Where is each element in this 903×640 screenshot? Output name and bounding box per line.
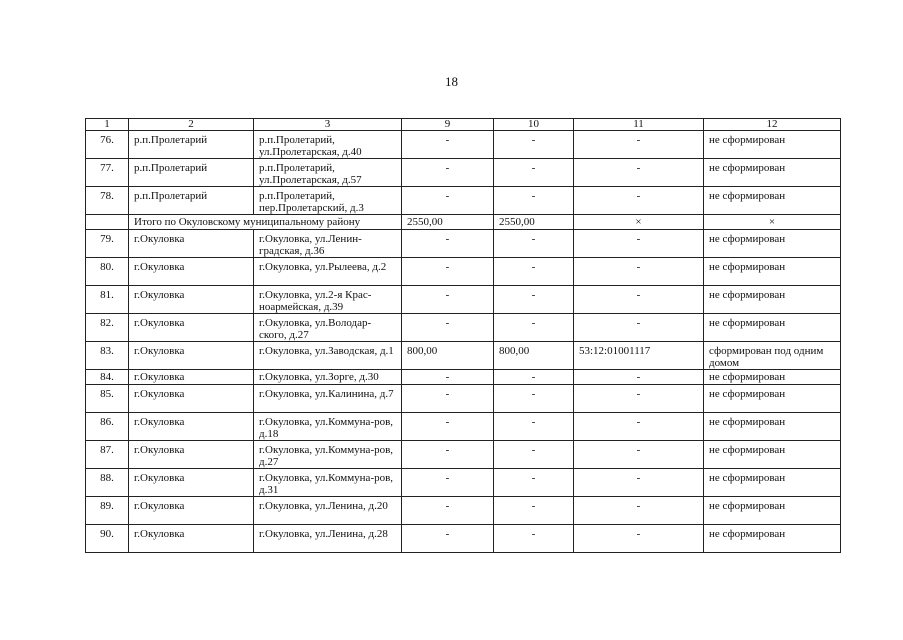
status-cell: не сформирован <box>704 187 841 215</box>
settlement-cell: г.Окуловка <box>129 525 254 553</box>
status-cell: не сформирован <box>704 525 841 553</box>
row-number-cell: 80. <box>86 258 129 286</box>
row-number-cell: 79. <box>86 230 129 258</box>
area-cell: - <box>402 370 494 385</box>
table-row <box>86 131 841 159</box>
column-header: 2 <box>129 119 254 131</box>
status-cell: не сформирован <box>704 385 841 413</box>
column-header: 11 <box>574 119 704 131</box>
total-area-cell: 2550,00 <box>402 215 494 230</box>
area-cell: - <box>402 497 494 525</box>
address-cell: г.Окуловка, ул.Коммуна-ров, д.31 <box>254 469 402 497</box>
settlement-cell: г.Окуловка <box>129 314 254 342</box>
cadastral-cell: - <box>574 370 704 385</box>
area-cell: - <box>402 187 494 215</box>
area-cell-2: - <box>494 187 574 215</box>
total-area-cell-2: 2550,00 <box>494 215 574 230</box>
address-cell: р.п.Пролетарий, пер.Пролетарский, д.3 <box>254 187 402 215</box>
total-label: Итого по Окуловскому муниципальному району <box>129 215 402 230</box>
address-cell: г.Окуловка, ул.Володар-ского, д.27 <box>254 314 402 342</box>
data-table <box>85 118 841 553</box>
area-cell-2: - <box>494 413 574 441</box>
area-cell: - <box>402 469 494 497</box>
cadastral-cell: - <box>574 441 704 469</box>
table-row <box>86 314 841 342</box>
area-cell-2: - <box>494 370 574 385</box>
status-cell: не сформирован <box>704 230 841 258</box>
address-cell: г.Окуловка, ул.Ленина, д.28 <box>254 525 402 553</box>
settlement-cell: р.п.Пролетарий <box>129 131 254 159</box>
row-number-cell: 82. <box>86 314 129 342</box>
area-cell-2: - <box>494 131 574 159</box>
status-cell: не сформирован <box>704 469 841 497</box>
settlement-cell: г.Окуловка <box>129 497 254 525</box>
area-cell: - <box>402 385 494 413</box>
cadastral-cell: - <box>574 314 704 342</box>
cadastral-cell: - <box>574 230 704 258</box>
area-cell-2: 800,00 <box>494 342 574 370</box>
area-cell: - <box>402 525 494 553</box>
area-cell-2: - <box>494 441 574 469</box>
table-row <box>86 497 841 525</box>
settlement-cell: г.Окуловка <box>129 469 254 497</box>
area-cell-2: - <box>494 525 574 553</box>
row-number-cell: 84. <box>86 370 129 385</box>
row-number-cell: 83. <box>86 342 129 370</box>
table-row <box>86 441 841 469</box>
cadastral-cell: - <box>574 258 704 286</box>
address-cell: г.Окуловка, ул.Калинина, д.7 <box>254 385 402 413</box>
area-cell-2: - <box>494 258 574 286</box>
table-row <box>86 286 841 314</box>
column-header: 1 <box>86 119 129 131</box>
row-number-cell: 88. <box>86 469 129 497</box>
cadastral-cell: - <box>574 286 704 314</box>
area-cell-2: - <box>494 230 574 258</box>
column-header: 10 <box>494 119 574 131</box>
page-number: 18 <box>445 74 458 89</box>
table-row <box>86 187 841 215</box>
area-cell-2: - <box>494 159 574 187</box>
area-cell: - <box>402 286 494 314</box>
settlement-cell: г.Окуловка <box>129 385 254 413</box>
address-cell: г.Окуловка, ул.Ленин-градская, д.36 <box>254 230 402 258</box>
address-cell: р.п.Пролетарий, ул.Пролетарская, д.40 <box>254 131 402 159</box>
table-row <box>86 525 841 553</box>
status-cell: не сформирован <box>704 258 841 286</box>
row-number-cell: 78. <box>86 187 129 215</box>
total-number-cell <box>86 215 129 230</box>
row-number-cell: 90. <box>86 525 129 553</box>
table-row <box>86 413 841 441</box>
table-row <box>86 342 841 370</box>
table-row <box>86 370 841 385</box>
address-cell: г.Окуловка, ул.Рылеева, д.2 <box>254 258 402 286</box>
row-number-cell: 76. <box>86 131 129 159</box>
settlement-cell: г.Окуловка <box>129 441 254 469</box>
area-cell: - <box>402 314 494 342</box>
cadastral-cell: - <box>574 187 704 215</box>
settlement-cell: г.Окуловка <box>129 286 254 314</box>
cadastral-cell: - <box>574 497 704 525</box>
area-cell-2: - <box>494 385 574 413</box>
address-cell: г.Окуловка, ул.Ленина, д.20 <box>254 497 402 525</box>
area-cell-2: - <box>494 314 574 342</box>
table-row <box>86 258 841 286</box>
row-number-cell: 86. <box>86 413 129 441</box>
area-cell: 800,00 <box>402 342 494 370</box>
column-header: 12 <box>704 119 841 131</box>
column-header: 9 <box>402 119 494 131</box>
status-cell: не сформирован <box>704 370 841 385</box>
status-cell: не сформирован <box>704 159 841 187</box>
table-row <box>86 159 841 187</box>
address-cell: г.Окуловка, ул.2-я Крас-ноармейская, д.39 <box>254 286 402 314</box>
status-cell: не сформирован <box>704 131 841 159</box>
settlement-cell: р.п.Пролетарий <box>129 187 254 215</box>
address-cell: г.Окуловка, ул.Зорге, д.30 <box>254 370 402 385</box>
area-cell: - <box>402 441 494 469</box>
settlement-cell: г.Окуловка <box>129 413 254 441</box>
area-cell: - <box>402 413 494 441</box>
area-cell-2: - <box>494 469 574 497</box>
cadastral-cell: - <box>574 469 704 497</box>
area-cell: - <box>402 258 494 286</box>
table-row <box>86 385 841 413</box>
area-cell-2: - <box>494 497 574 525</box>
row-number-cell: 77. <box>86 159 129 187</box>
status-cell: не сформирован <box>704 441 841 469</box>
cadastral-cell: - <box>574 131 704 159</box>
cadastral-cell: - <box>574 525 704 553</box>
settlement-cell: г.Окуловка <box>129 342 254 370</box>
header-row <box>86 119 841 131</box>
status-cell: сформирован под одним домом <box>704 342 841 370</box>
address-cell: г.Окуловка, ул.Коммуна-ров, д.27 <box>254 441 402 469</box>
status-cell: не сформирован <box>704 497 841 525</box>
address-cell: г.Окуловка, ул.Заводская, д.1 <box>254 342 402 370</box>
settlement-cell: р.п.Пролетарий <box>129 159 254 187</box>
cadastral-cell: 53:12:01001117 <box>574 342 704 370</box>
table-row <box>86 469 841 497</box>
address-cell: р.п.Пролетарий, ул.Пролетарская, д.57 <box>254 159 402 187</box>
total-status-cell: × <box>704 215 841 230</box>
cadastral-cell: - <box>574 413 704 441</box>
settlement-cell: г.Окуловка <box>129 258 254 286</box>
address-cell: г.Окуловка, ул.Коммуна-ров, д.18 <box>254 413 402 441</box>
row-number-cell: 89. <box>86 497 129 525</box>
status-cell: не сформирован <box>704 314 841 342</box>
area-cell: - <box>402 230 494 258</box>
row-number-cell: 87. <box>86 441 129 469</box>
area-cell: - <box>402 131 494 159</box>
settlement-cell: г.Окуловка <box>129 230 254 258</box>
column-header: 3 <box>254 119 402 131</box>
table-row <box>86 230 841 258</box>
area-cell-2: - <box>494 286 574 314</box>
status-cell: не сформирован <box>704 286 841 314</box>
row-number-cell: 81. <box>86 286 129 314</box>
total-row <box>86 215 841 230</box>
cadastral-cell: - <box>574 159 704 187</box>
area-cell: - <box>402 159 494 187</box>
row-number-cell: 85. <box>86 385 129 413</box>
status-cell: не сформирован <box>704 413 841 441</box>
settlement-cell: г.Окуловка <box>129 370 254 385</box>
total-cadastral-cell: × <box>574 215 704 230</box>
cadastral-cell: - <box>574 385 704 413</box>
